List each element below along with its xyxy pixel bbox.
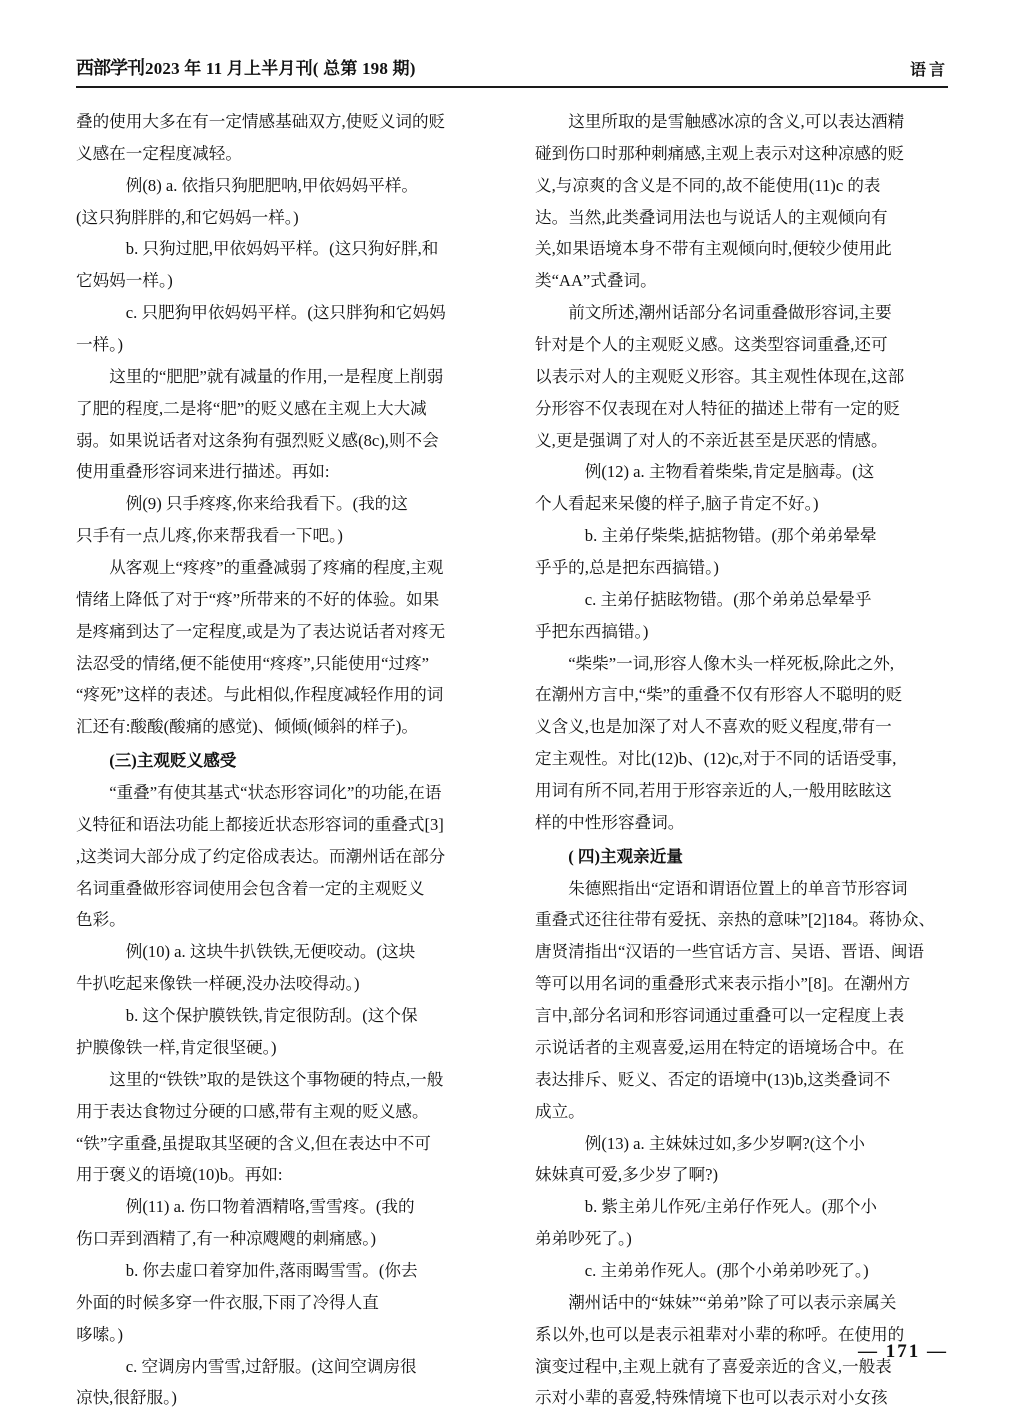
paragraph-line: 示对小辈的喜爱,特殊情境下也可以表示对小女孩 — [535, 1388, 888, 1408]
issue-info: 2023 年 11 月上半月刊( 总第 198 期) — [145, 59, 416, 78]
page-header — [76, 54, 948, 88]
paragraph-line: 分形容不仅表现在对人特征的描述上带有一定的贬 — [535, 398, 901, 418]
paragraph-line: b. 你去虚口着穿加件,落雨暍雪雪。(你去 — [125, 1260, 418, 1280]
paragraph-line: 伤口弄到酒精了,有一种凉飕飕的刺痛感。) — [76, 1229, 377, 1249]
paragraph-line: c. 主弟仔掂眩物错。(那个弟弟总晕晕乎 — [584, 589, 872, 609]
paragraph-line: 这里所取的是雪触感冰凉的含义,可以表达酒精 — [568, 112, 905, 131]
paragraph-line: 义感在一定程度减轻。 — [76, 143, 242, 163]
paragraph-line: 这里的“铁铁”取的是铁这个事物硬的特点,一般 — [109, 1069, 444, 1089]
paragraph-line: 例(11) a. 伤口物着酒精咯,雪雪疼。(我的 — [125, 1197, 415, 1217]
paragraph-line: 例(10) a. 这块牛扒铁铁,无便咬动。(这块 — [125, 942, 416, 962]
paragraph-line: 哆嗦。) — [76, 1324, 124, 1344]
paragraph-line: 成立。 — [535, 1101, 585, 1121]
paragraph-line: ,这类词大部分成了约定俗成表达。而潮州话在部分 — [76, 846, 446, 866]
paragraph-line: “柴柴”一词,形容人像木头一样死板,除此之外, — [568, 653, 895, 673]
paragraph-line: “铁”字重叠,虽提取其坚硬的含义,但在表达中不可 — [76, 1133, 431, 1153]
paragraph-line: 碰到伤口时那种刺痛感,主观上表示对这种凉感的贬 — [535, 143, 905, 163]
paragraph-line: 定主观性。对比(12)b、(12)c,对于不同的话语受事, — [535, 749, 897, 769]
paragraph-line: 义特征和语法功能上都接近状态形容词的重叠式[3] — [76, 814, 444, 834]
paragraph-line: 乎乎的,总是把东西搞错。) — [535, 558, 719, 578]
paragraph-line: 样的中性形容叠词。 — [535, 812, 685, 832]
paragraph-line: 弟弟吵死了。) — [535, 1229, 632, 1249]
paragraph-line: 义,与凉爽的含义是不同的,故不能使用(11)c 的表 — [535, 175, 881, 195]
paragraph-line: 叠的使用大多在有一定情感基础双方,使贬义词的贬 — [76, 112, 446, 131]
paragraph-line: 例(8) a. 依指只狗肥肥呐,甲依妈妈平样。 — [125, 175, 419, 195]
paragraph-line: 等可以用名词的重叠形式来表示指小”[8]。在潮州方 — [535, 974, 911, 994]
paragraph-line: b. 主弟仔柴柴,掂掂物错。(那个弟弟晕晕 — [584, 526, 877, 546]
paragraph-line: 了肥的程度,二是将“肥”的贬义感在主观上大大减 — [76, 398, 427, 418]
header-journal-issue — [76, 54, 416, 80]
paragraph-line: 汇还有:酸酸(酸痛的感觉)、倾倾(倾斜的样子)。 — [76, 717, 418, 737]
paragraph-line: 护膜像铁一样,肯定很坚硬。) — [76, 1037, 277, 1057]
paragraph-line: 类“AA”式叠词。 — [535, 271, 657, 291]
paragraph-line: 前文所述,潮州话部分名词重叠做形容词,主要 — [568, 303, 892, 323]
paragraph-line: 从客观上“疼疼”的重叠减弱了疼痛的程度,主观 — [109, 558, 444, 578]
paragraph-line: 针对是个人的主观贬义感。这类型容词重叠,还可 — [535, 335, 888, 355]
journal-title: 西部学刊 — [76, 58, 144, 79]
paragraph-line: 义含义,也是加深了对人不喜欢的贬义程度,带有一 — [535, 717, 892, 737]
paragraph-line: b. 只狗过肥,甲依妈妈平样。(这只狗好胖,和 — [125, 239, 439, 259]
paragraph-line: 唐贤清指出“汉语的一些官话方言、吴语、晋语、闽语 — [535, 942, 925, 962]
paragraph-line: 用于褒义的语境(10)b。再如: — [76, 1165, 283, 1185]
paragraph-line: 达。当然,此类叠词用法也与说话人的主观倾向有 — [535, 207, 888, 227]
paragraph-line: 在潮州方言中,“柴”的重叠不仅有形容人不聪明的贬 — [535, 685, 903, 705]
paragraph-line: 个人看起来呆傻的样子,脑子肯定不好。) — [535, 494, 819, 514]
paragraph-line: 凉快,很舒服。) — [76, 1388, 177, 1408]
paragraph-line: 色彩。 — [76, 910, 126, 930]
paragraph-line: 是疼痛到达了一定程度,或是为了表达说话者对疼无 — [76, 621, 446, 641]
paragraph-line: 重叠式还往往带有爱抚、亲热的意味”[2]184。蒋协众、 — [535, 910, 936, 930]
paragraph-line: 弱。如果说话者对这条狗有强烈贬义感(8c),则不会 — [76, 430, 439, 450]
paragraph-line: 牛扒吃起来像铁一样硬,没办法咬得动。) — [76, 974, 360, 994]
paragraph-line: 表达排斥、贬义、否定的语境中(13)b,这类叠词不 — [535, 1069, 891, 1089]
paragraph-line: “疼死”这样的表述。与此相似,作程度减轻作用的词 — [76, 685, 444, 705]
paragraph-line: 情绪上降低了对于“疼”所带来的不好的体验。如果 — [76, 589, 440, 609]
paragraph-line: 以表示对人的主观贬义形容。其主观性体现在,这部 — [535, 366, 905, 386]
paragraph-line: 这里的“肥肥”就有减量的作用,一是程度上削弱 — [109, 366, 444, 386]
paragraph-line: c. 只肥狗甲依妈妈平样。(这只胖狗和它妈妈 — [125, 303, 446, 323]
paragraph-line: 一样。) — [76, 335, 124, 355]
page-number: — 171 — — [858, 1341, 948, 1362]
paragraph-line: c. 空调房内雪雪,过舒服。(这间空调房很 — [125, 1356, 417, 1376]
paragraph-line: 演变过程中,主观上就有了喜爱亲近的含义,一般表 — [535, 1356, 892, 1376]
paragraph-line: b. 紫主弟儿作死/主弟仔作死人。(那个小 — [584, 1197, 878, 1217]
paragraph-line: 潮州话中的“妹妹”“弟弟”除了可以表示亲属关 — [568, 1292, 897, 1312]
paragraph-line: ( 四)主观亲近量 — [568, 846, 683, 866]
paragraph-line: 例(12) a. 主物看着柴柴,肯定是脑毒。(这 — [584, 462, 875, 482]
paragraph-line: 使用重叠形容词来进行描述。再如: — [76, 462, 330, 482]
paragraph-line: 妹妹真可爱,多少岁了啊?) — [535, 1165, 718, 1185]
paragraph-line: (三)主观贬义感受 — [109, 751, 237, 771]
paragraph-line: “重叠”有使其基式“状态形容词化”的功能,在语 — [109, 783, 442, 803]
paragraph-line: 法忍受的情绪,便不能使用“疼疼”,只能使用“过疼” — [76, 653, 430, 673]
left-column — [76, 106, 489, 1408]
paragraph-line: 只手有一点儿疼,你来帮我看一下吧。) — [76, 526, 343, 546]
paragraph-line: 用词有所不同,若用于形容亲近的人,一般用眩眩这 — [535, 781, 892, 801]
paragraph-line: 言中,部分名词和形容词通过重叠可以一定程度上表 — [535, 1006, 905, 1026]
paragraph-line: b. 这个保护膜铁铁,肯定很防刮。(这个保 — [125, 1006, 418, 1026]
paragraph-line: 它妈妈一样。) — [76, 271, 173, 291]
paragraph-line: 示说话者的主观喜爱,运用在特定的语境场合中。在 — [535, 1037, 905, 1057]
paragraph-line: 系以外,也可以是表示祖辈对小辈的称呼。在使用的 — [535, 1324, 905, 1344]
paragraph-line: (这只狗胖胖的,和它妈妈一样。) — [76, 207, 299, 227]
paragraph-line: 关,如果语境本身不带有主观倾向时,便较少使用此 — [535, 239, 892, 259]
paragraph-line: 例(13) a. 主妹妹过如,多少岁啊?(这个小 — [584, 1133, 866, 1153]
paragraph-line: 朱德熙指出“定语和谓语位置上的单音节形容词 — [568, 878, 908, 898]
paragraph-line: 名词重叠做形容词使用会包含着一定的主观贬义 — [76, 878, 425, 898]
paragraph-line: 乎把东西搞错。) — [535, 621, 649, 641]
paragraph-line: 外面的时候多穿一件衣服,下雨了冷得人直 — [76, 1292, 379, 1312]
paragraph-line: 义,更是强调了对人的不亲近甚至是厌恶的情感。 — [535, 430, 888, 450]
paragraph-line: 用于表达食物过分硬的口感,带有主观的贬义感。 — [76, 1101, 429, 1121]
paragraph-line: 例(9) 只手疼疼,你来给我看下。(我的这 — [125, 494, 408, 514]
header-section: 语言 — [909, 62, 948, 79]
paragraph-line: c. 主弟弟作死人。(那个小弟弟吵死了。) — [584, 1260, 869, 1280]
